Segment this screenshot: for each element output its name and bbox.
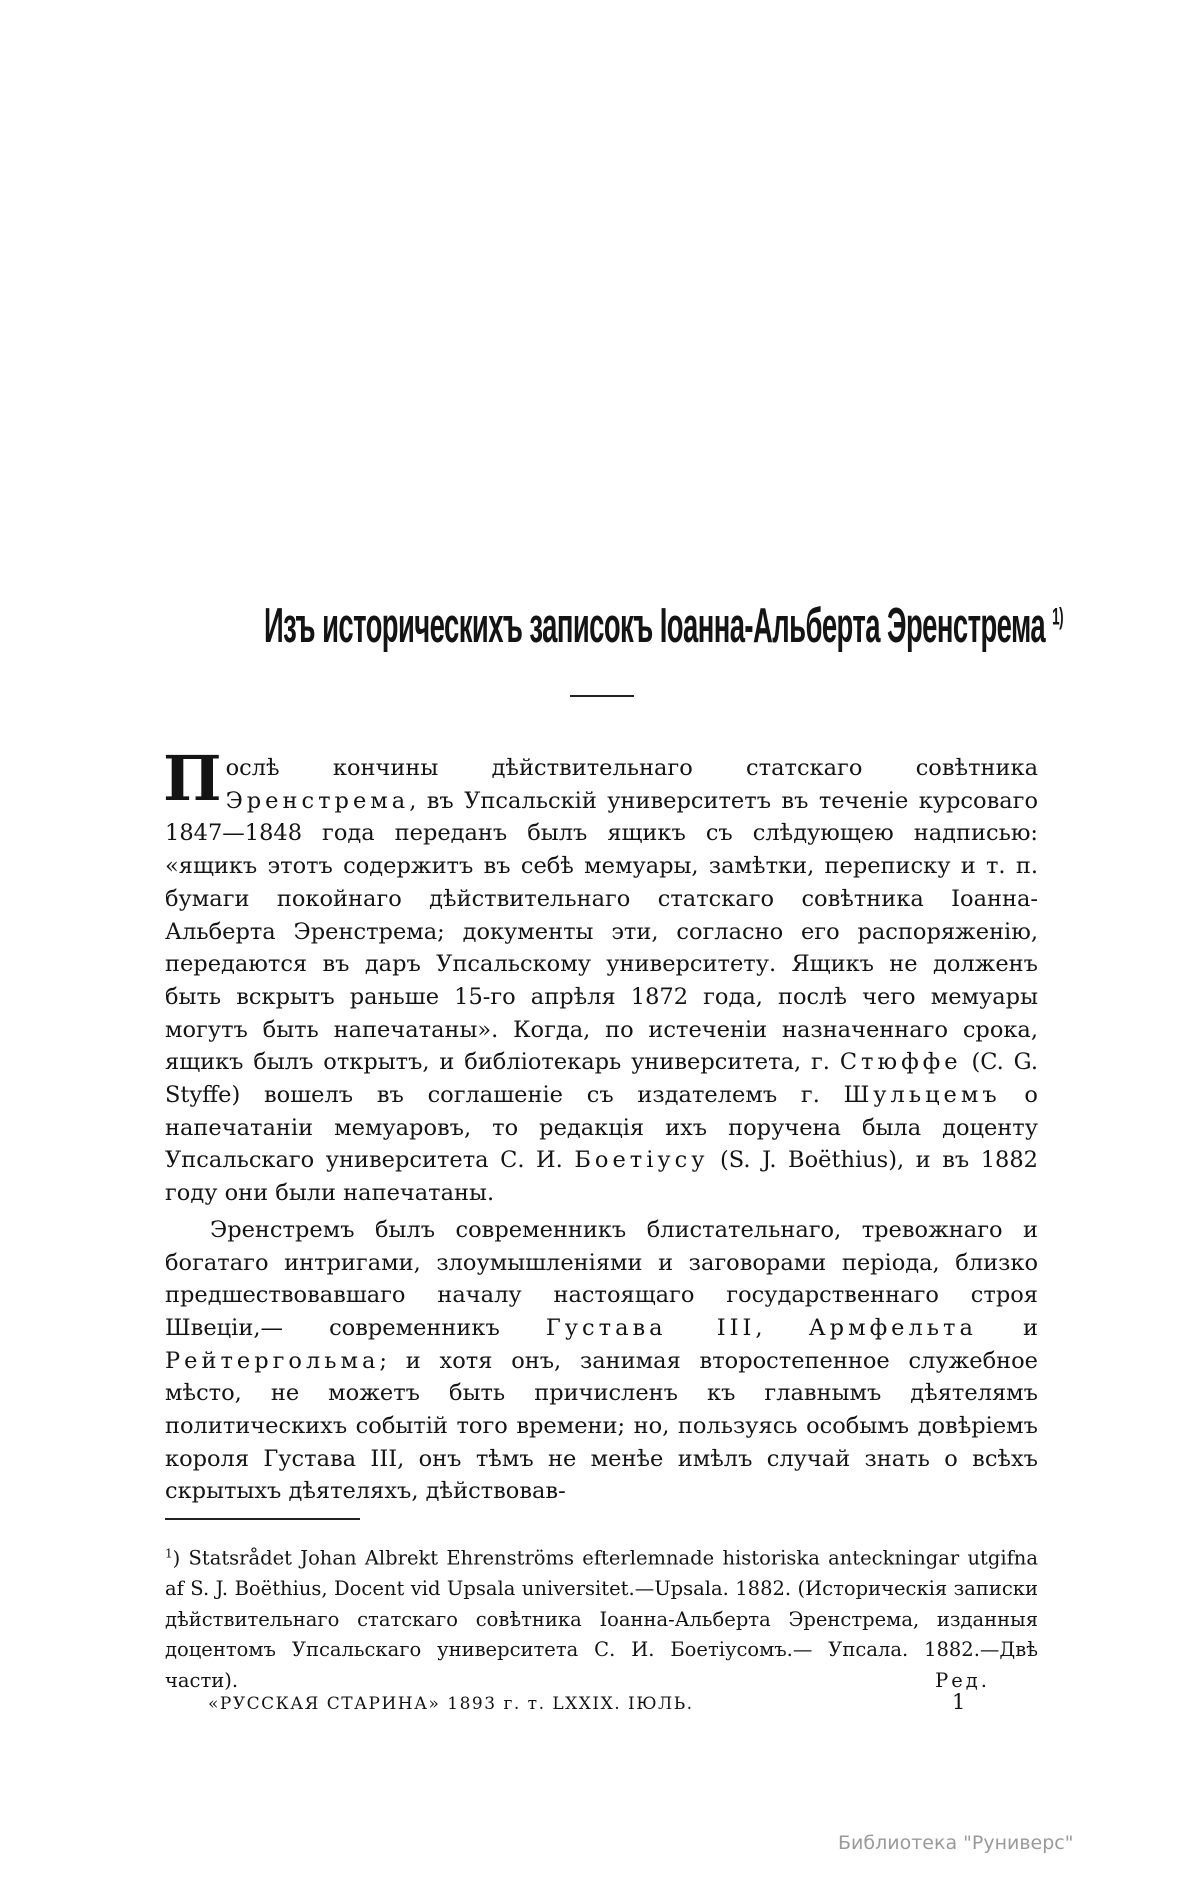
editor-signature: Ред. <box>935 1668 990 1692</box>
name-styffe: Стюффе <box>839 1049 962 1076</box>
page-number: 1 <box>952 1690 966 1714</box>
name-armfelt: Армфельта <box>808 1314 977 1341</box>
p1-text-a: ослѣ кончины дѣйствительнаго статскаго совѣтника <box>225 755 1038 781</box>
footnote-divider <box>165 1518 360 1520</box>
p1-text-c: (C. G. Styffe) вошелъ въ соглашеніе съ издателемъ г. <box>165 1049 1038 1109</box>
footnote-mark <box>165 1547 180 1570</box>
article-body <box>163 742 1039 1508</box>
name-boethius: Боетіусу <box>574 1147 709 1174</box>
library-watermark: Библиотека "Руниверс" <box>838 1832 1074 1854</box>
footnote-number: 1 <box>165 1546 173 1560</box>
footnote <box>165 1538 1038 1696</box>
article-title <box>264 598 1063 654</box>
article-title-text: Изъ историческихъ записокъ Іоанна-Альберта Эренстрема <box>264 599 1046 653</box>
drop-cap: П <box>163 742 222 815</box>
name-reuterholm: Рейтергольма <box>165 1347 380 1374</box>
footnote-text: Statsrådet Johan Albrekt Ehrenströms efterlemnade historiska anteckningar utgifna af S. J. Boëthius, Docent vid Upsala universitet.—Upsala. 1882. (Историческія записки дѣйствительнаго статскаго совѣтника Іоанна-Альберта Эренстрема, изданныя доцентомъ Упсальскаго университета С. И. Боетіусомъ.— Упсала. 1882.—Двѣ части). <box>165 1546 1038 1692</box>
p2-text-d: ; и хотя онъ, занимая второстепенное служебное мѣсто, не можетъ быть причисленъ къ главнымъ дѣятелямъ политическихъ событій того времени; но, пользуясь особымъ довѣріемъ короля Густава III, онъ тѣмъ не менѣе имѣлъ случай знать о всѣхъ скрытыхъ дѣятеляхъ, дѣйствовав- <box>165 1347 1038 1505</box>
footnote-mark-suffix: ) <box>172 1546 181 1570</box>
p1-text-d: о напечатаніи мемуаровъ, то редакція ихъ поручена была доценту Упсальскаго университета С. И. <box>165 1082 1038 1174</box>
name-gustav: Густава III <box>545 1314 756 1341</box>
title-divider <box>570 695 634 697</box>
name-ehrenstrem: Эренстрема <box>225 787 410 814</box>
p2-text-c: и <box>976 1314 1039 1341</box>
paragraph-1 <box>163 742 1038 1210</box>
p2-text-a: Эренстремъ былъ современникъ блистательнаго, тревожнаго и богатаго интригами, злоумышленіями и заговорами періода, близко предшествовавшаго началу настоящаго государственнаго строя Швеціи,— современникъ <box>165 1216 1038 1341</box>
title-footnote-mark: 1) <box>1052 603 1063 631</box>
paragraph-2 <box>165 1214 1038 1508</box>
p1-text-b: , въ Упсальскій университетъ въ теченіе курсоваго 1847—1848 года переданъ былъ ящикъ съ слѣдующею надписью: «ящикъ этотъ содержитъ въ себѣ мемуары, замѣтки, переписку и т. п. бумаги покойнаго дѣйствительнаго статскаго совѣтника Іоанна-Альберта Эренстрема; документы эти, согласно его распоряженію, передаются въ даръ Упсальскому университету. Ящикъ не долженъ быть вскрытъ раньше 15-го апрѣля 1872 года, послѣ чего мемуары могутъ быть напечатаны». Когда, по истеченіи назначеннаго срока, ящикъ былъ открытъ, и библіотекарь университета, г. <box>165 787 1038 1076</box>
name-schultz: Шульцемъ <box>843 1082 1001 1109</box>
p2-text-b: , <box>755 1314 809 1341</box>
p1-text-e: (S. J. Boëthius), и въ 1882 году они были напечатаны. <box>165 1147 1038 1207</box>
journal-signature-line: «РУССКАЯ СТАРИНА» 1893 г. т. LXXIX. ІЮЛЬ. <box>208 1694 694 1714</box>
